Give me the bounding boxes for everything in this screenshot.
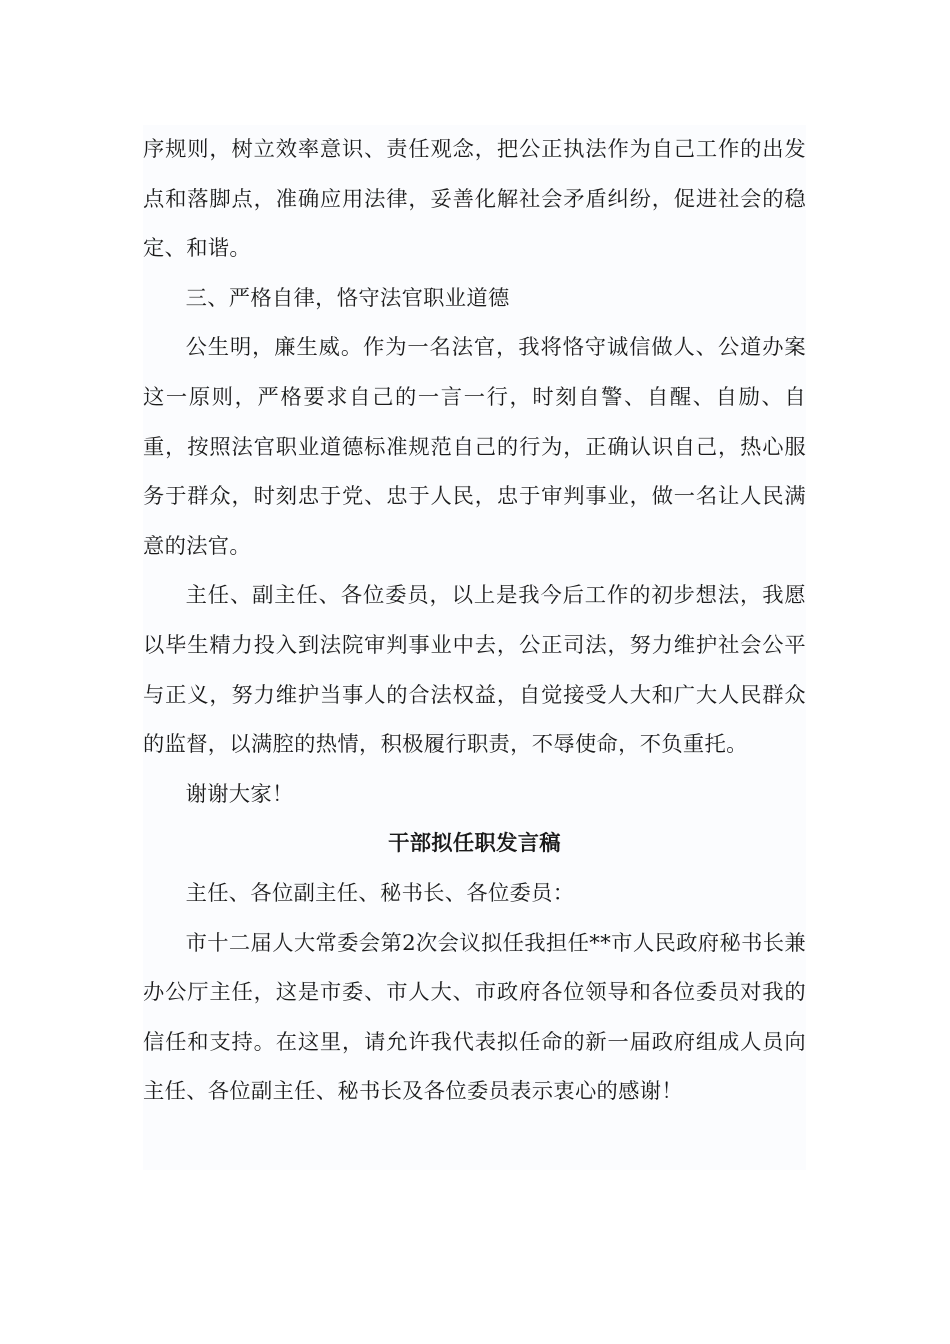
paragraph-continuation: 序规则，树立效率意识、责任观念，把公正执法作为自己工作的出发点和落脚点，准确应用法律，妥善化解社会矛盾纠纷，促进社会的稳定、和谐。 (143, 137, 806, 262)
closing-thanks: 谢谢大家！ (185, 781, 294, 807)
document-body (143, 125, 806, 1170)
paragraph: 公生明，廉生威。作为一名法官，我将恪守诚信做人、公道办案这一原则，严格要求自己的一言一行，时刻自警、自醒、自励、自重，按照法官职业道德标准规范自己的行为，正确认识自己，热心服务于群众，时刻忠于党、忠于人民，忠于审判事业，做一名让人民满意的法官。 (143, 335, 806, 559)
paragraph: 市十二届人大常委会第2次会议拟任我担任**市人民政府秘书长兼办公厅主任，这是市委、市人大、市政府各位领导和各位委员对我的信任和支持。在这里，请允许我代表拟任命的新一届政府组成人员向主任、各位副主任、秘书长及各位委员表示衷心的感谢！ (143, 930, 806, 1105)
salutation: 主任、各位副主任、秘书长、各位委员： (185, 880, 575, 906)
document-title: 干部拟任职发言稿 (388, 831, 561, 857)
section-heading: 三、严格自律，恪守法官职业道德 (185, 285, 510, 311)
paragraph: 主任、副主任、各位委员，以上是我今后工作的初步想法，我愿以毕生精力投入到法院审判事业中去，公正司法，努力维护社会公平与正义，努力维护当事人的合法权益，自觉接受人大和广大人民群众的监督，以满腔的热情，积极履行职责，不辱使命，不负重托。 (143, 583, 806, 758)
